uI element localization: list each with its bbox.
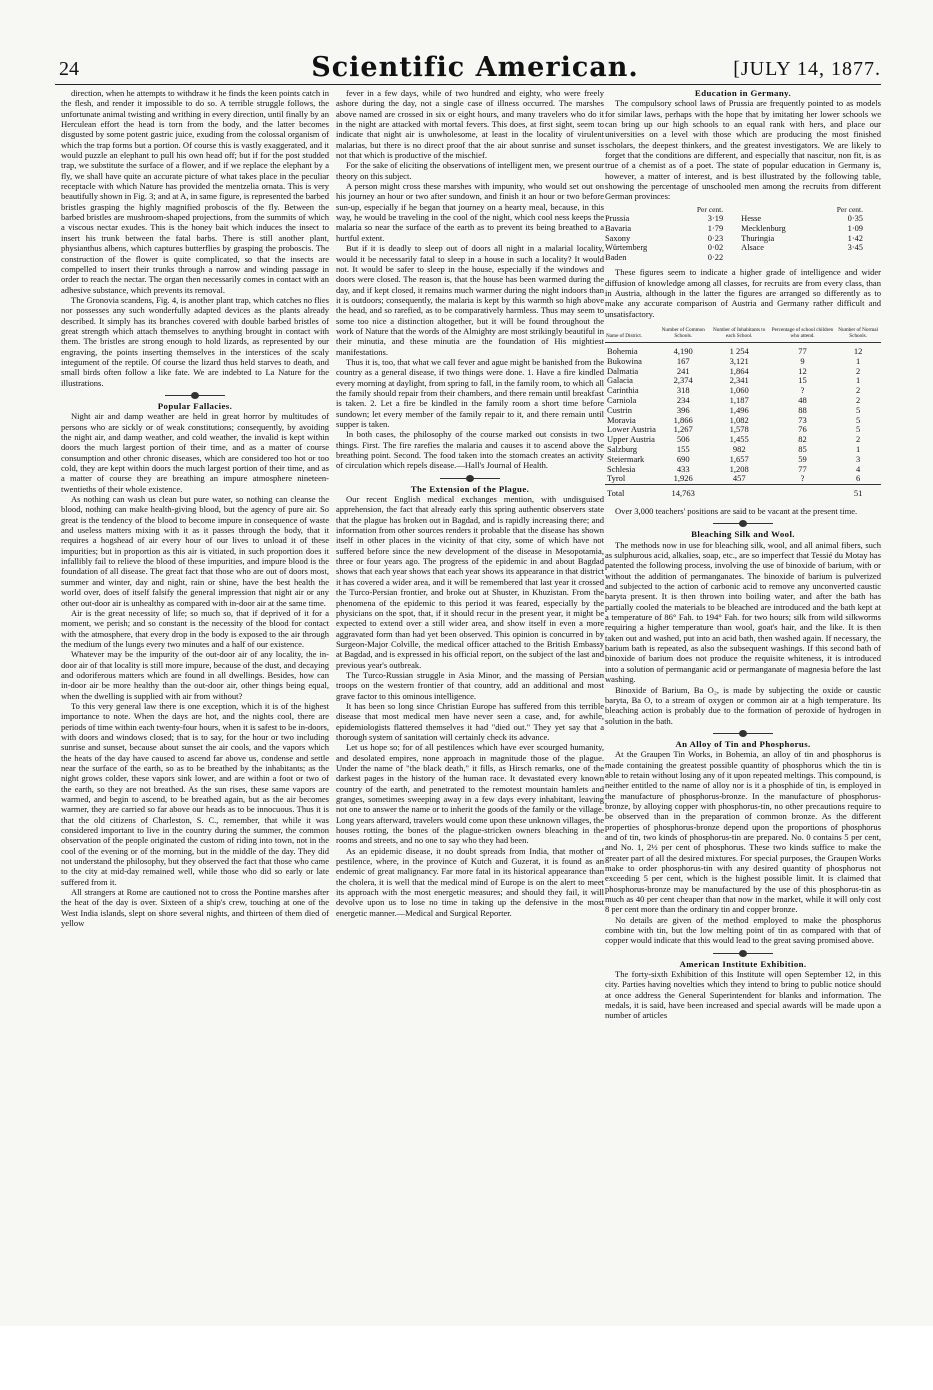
paragraph: fever in a few days, while of two hundred and eighty, who were freely ashore during the day, not a single case of illness occurred. The marshes above named are crossed in six or eight hours, and many travelers who do it in the night are attacked with mortal fevers. This does, at first sight, seem to indicate that night air is unwholesome, at least in the locality of virulent malarias, but there is no direct proof that the air about sunrise and sunset is not that which is productive of the mischief. — [336, 88, 604, 161]
table-total-row — [605, 485, 881, 502]
table-cell: 1,082 — [729, 414, 749, 425]
column-header: Percentage of school children who attend. — [770, 327, 835, 343]
province-value — [811, 253, 881, 263]
table-cell: 2 — [855, 365, 861, 376]
province-name: Hesse — [741, 214, 762, 224]
province-name: Thuringia — [741, 233, 775, 243]
district-name: Custrin — [607, 404, 633, 415]
table-cell: ? — [800, 473, 805, 484]
table-cell: 396 — [676, 404, 690, 415]
district-name: Bukowina — [607, 355, 642, 366]
column-1 — [61, 88, 329, 929]
page-header — [55, 54, 881, 85]
column-header: Name of District. — [605, 327, 658, 343]
table-row — [605, 474, 881, 484]
district-name: Galacia — [607, 375, 633, 386]
paragraph: It has been so long since Christian Europe has suffered from this terrible disease that most medical men have never seen a case, and, for awhile, epidemiologists flattered themselves it had "died out." They yet say that a thorough system of sanitation will certainly check its advance. — [336, 700, 604, 742]
paragraph: At the Graupen Tin Works, in Bohemia, an alloy of tin and phosphorus is made containing the greatest possible quantity of phosphorus which the tin is able to retain without losing any of it upon repeated meltings. This compound, is neither entitled to the name of alloy nor is it a phosphide of tin, is employed in the manufacture of phosphorus-bronze. In the manufacture of phosphorus-bronze, by alloying copper with phosphorus-tin, no other precautions require to be observed than in the preparation of common bronze. As the different properties of phosphorus-bronze depend upon the proportions of phosphorus and of tin, two kinds of phosphorus-tin are prepared. No. 0 contains 5 per cent, and No. 1, 2½ per cent of phosphorus. These two kinds suffice to make the greater part of all the desired mixtures. For special purposes, the Graupen Works make to order phosphorus-tin with any desired quantity of phosphorus not exceeding 5 per cent, which is the highest possible limit. It is claimed that phosphorus-bronze may be manufactured by the use of this phosphorus-tin as much as 40 per cent cheaper than that now in the market, while it will only cost 8 per cent more than the ordinary tin and copper bronze. — [605, 749, 881, 915]
column-3 — [605, 88, 881, 1021]
section-divider — [440, 475, 500, 482]
table-cell: 457 — [732, 473, 746, 484]
section-divider — [713, 950, 773, 957]
percent-header: Per cent. — [836, 204, 863, 214]
table-cell: ? — [800, 385, 805, 396]
table-cell: 88 — [798, 404, 807, 415]
paragraph: Binoxide of Barium, Ba O₂, is made by subjecting the oxide or caustic baryta, Ba O, to a stream of oxygen or common air at a high temperature. Its bleaching action is probably due to the formation of peroxide of hydrogen in solution in the bath. — [605, 684, 881, 726]
paragraph: Thus it is, too, that what we call fever and ague might be banished from the country as a general disease, if two things were done. 1. Have a fire kindled every morning at daylight, from spring to fall, in the family room, to which all the family should repair from their chambers, and there remain until breakfast is taken. 2. Let a fire be kindled in the family room a short time before sundown; let every member of the family repair to it, and there remain until supper is taken. — [336, 356, 604, 429]
province-name: Alsace — [741, 243, 764, 253]
table-cell: 1,864 — [729, 365, 749, 376]
table-cell: 2 — [855, 385, 861, 396]
district-name: Steiermark — [607, 453, 645, 464]
province-name: Würtemberg — [605, 243, 648, 253]
column-header: Number of Inhabitants to each School. — [709, 327, 770, 343]
province-value: 3·45 — [847, 243, 863, 253]
table-cell: 155 — [676, 444, 690, 455]
table-cell: 1,267 — [673, 424, 693, 435]
section-divider — [713, 520, 773, 527]
table-cell: 59 — [798, 453, 807, 464]
paragraph: The Gronovia scandens, Fig. 4, is another plant trap, which catches no flies nor possesses any such wonderfully adapted devices as the plants already described. It simply has its branches covered with double barbed bristles of great strength which attach themselves to anything brought in contact with them. The bristles are strong enough to hold lizards, as represented by our engraving, the points inserting themselves in the interstices of the scaly integument of the reptile. Of course the lizard thus held starves to death, and small birds often follow a like fate. We are indebted to La Nature for the illustrations. — [61, 294, 329, 388]
table-cell: 506 — [676, 434, 690, 445]
section-divider — [713, 730, 773, 737]
table-cell: 15 — [798, 375, 807, 386]
district-name: Bohemia — [607, 346, 638, 357]
table-cell: 2,374 — [673, 375, 693, 386]
table-cell: 690 — [676, 453, 690, 464]
table-cell: 5 — [855, 424, 861, 435]
table-cell: 3 — [855, 453, 861, 464]
table-cell: 82 — [798, 434, 807, 445]
table-cell: 234 — [676, 395, 690, 406]
table-cell: 1,578 — [729, 424, 749, 435]
paragraph: Let us hope so; for of all pestilences which have ever scourged humanity, and desolated empires, none approach in magnitude those of the plague. Under the name of "the black death," it fills, as Hirsch remarks, one of the darkest pages in the history of the human race. It devastated every known country of the earth, and penetrated to the remotest mountain hamlets and granges, sometimes sweeping away in a few days every inhabitant, leaving not one to answer the name or to inherit the goods of the family or the village. Long years afterward, travelers would come upon these unknown villages, the houses rotting, the bones of the plague-stricken owners bleaching in the rooms and streets, and no one to say who they had been. — [336, 742, 604, 846]
paragraph: A person might cross these marshes with impunity, who would set out on his journey an hour or two after sundown, and finish it an hour or two before sun-up, especially if he began that journey on a hearty meal, because, in this way, he would be traveling in the cool of the night, which cool ness keeps the malaria so near the surface of the earth as to prevent its being breathed to a hurtful extent. — [336, 181, 604, 243]
province-value: 0·22 — [707, 252, 724, 262]
austria-schools-table — [605, 327, 881, 502]
paragraph: direction, when he attempts to withdraw it he finds the keen points catch in the flesh, and render it impossible to do so. A terrible struggle follows, the unfortunate animal twisting and writhing in every direction, until finally by an Herculean effort the head is torn from the body, and the latter becomes disgusted by some potent gastric juice, exuding from the colossal organism of which the trap forms but a portion. Of course this is vastly exaggerated, and it would puzzle an elephant to pull his own head off; but if for the post studded trap, we substitute the surface of a flower, and if we replace the elephant by a fly, we shall have quite an accurate picture of what takes place in the peculiar receptacle with which Nature has provided the mentzelia ornata. This is very beautifully shown in Fig. 3; and at A, in same figure, is represented the barbed bristles grasping the highly magnified proboscis of the fly. Between the barbed bristles are mushroom-shaped projections, from the summits of which a viscous nectar exudes. This is the honey bait which induces the insect to insert his trunk between the fatal barbs. There is still another plant, physianthus albens, which captures butterflies by grasping the proboscis. The construction of the flower is quite complicated, so that the insects are compelled to insert their trunks through a narrow and winding passage in order to reach the nectar. The organ then necessarily comes in contact with an adhesive substance, which prevents its removal. — [61, 88, 329, 295]
provinces-table — [605, 205, 881, 263]
paragraph: To this very general law there is one exception, which it is of the highest importance to note. When the days are hot, and the nights cool, there are periods of time within each twenty-four hours, when it is safest to be in-doors, with doors and windows closed; that is to say, for the hour or two including sunrise and sunset, because about sunset the air cools, and the vapors which the heats of the day have caused to ascend far above us, condense and settle near the surface of the earth, so as to be breathed by the inhabitants; as the night grows colder, these vapors sink lower, and are within a foot or two of the earth, so they are not breathed. As the sun rises, these same vapors are warmed, and begin to ascend, to be breathed again, but as the air becomes warmer, they are carried so far above our heads as to be innocuous. Thus it is that the old citizens of Charleston, S. C., remember, that while it was considered important to live in the country during the summer, the common observation of the people originated the custom of riding into town, not in the cool of the evening or of the morning, but in the middle of the day. They did not understand the philosophy, but they observed the fact that those who came to the city at mid-day remained well, while those who did so early or late suffered from it. — [61, 700, 329, 887]
table-cell: 318 — [676, 385, 690, 396]
province-value: 1·79 — [707, 223, 724, 233]
table-row — [605, 253, 881, 263]
table-cell: 1 254 — [729, 346, 749, 357]
paragraph: Whatever may be the impurity of the out-door air of any locality, the in-door air of that locality is still more impure, because of the dust, and decaying and odoriferous matters which are found in all dwellings. Besides, how can in-door air be more healthy than the out-door air, other things being equal, when the dwelling is supplied with air from without? — [61, 649, 329, 701]
province-value: 1·42 — [847, 233, 863, 243]
table-cell: 1,496 — [729, 404, 749, 415]
table-row — [605, 214, 881, 224]
province-name: Mecklenburg — [741, 223, 786, 233]
paragraph: The Turco-Russian struggle in Asia Minor, and the massing of Persian troops on the western frontier of that country, add an additional and most grave factor to this ominous intelligence. — [336, 669, 604, 701]
paragraph: Over 3,000 teachers' positions are said to be vacant at the present time. — [615, 506, 858, 517]
district-name: Schlesia — [607, 463, 636, 474]
paragraph: The compulsory school laws of Prussia are frequently pointed to as models for similar laws, perhaps with the hope that by imitating her lower schools we can bring up our high schools to an equal rank with hers, and place our universities on a level with those which are producing the most finished scholars, the deepest thinkers, and the greatest investigators. We are likely to forget that the conditions are different, and especially that nascitur, non fit, is as true of a chemist as of a poet. The state of popular education in Germany is, however, a matter of interest, and is best illustrated by the following table, showing the percentage of unschooled men among the recruits from different German provinces: — [605, 98, 881, 202]
table-cell: 167 — [676, 355, 690, 366]
masthead: Scientific American. — [311, 52, 639, 83]
table-cell: 1 — [855, 444, 861, 455]
paragraph: As an epidemic disease, it no doubt spreads from India, that mother of pestilence, where, in the province of Kutch and Guzerat, it is found as an endemic of great malignancy. Far more fatal in its historical appearance than the cholera, it is well that the medical mind of Europe is on the alert to meet its approach with the most energetic measures; and should they fail, it will devolve upon us to lose no time in taking up the defensive in the most energetic manner.—Medical and Surgical Reporter. — [336, 845, 604, 918]
total-label: Total — [605, 485, 658, 502]
table-cell: 2,341 — [729, 375, 749, 386]
table-row — [605, 243, 881, 253]
paragraph: All strangers at Rome are cautioned not to cross the Pontine marshes after the heat of the day is over. Sixteen of a ship's crew, touching at one of the West India islands, slept on shore several nights, and thirteen of them died of yellow — [61, 887, 329, 929]
province-name: Bavaria — [605, 223, 632, 233]
table-cell: 9 — [800, 355, 805, 366]
paragraph: These figures seem to indicate a higher grade of intelligence and wider diffusion of knowledge among all classes, for recruits are from every class, than in Austria, although in the latter the figures are arranged so differently as to make any accurate comparison of Austria and Germany rather difficult and unsatisfactory. — [605, 267, 881, 319]
province-name — [741, 253, 811, 263]
province-name: Prussia — [605, 214, 630, 224]
province-name: Baden — [605, 252, 627, 262]
paragraph: For the sake of eliciting the observations of intelligent men, we present our theory on this subject. — [336, 160, 604, 181]
province-value: 3·19 — [707, 214, 724, 224]
table-cell: 2 — [855, 395, 861, 406]
table-cell: 1,926 — [673, 473, 693, 484]
column-header: Number of Common Schools. — [658, 327, 709, 343]
table-row — [605, 224, 881, 234]
table-row — [605, 343, 881, 357]
table-cell: 433 — [676, 463, 690, 474]
table-cell: 1 — [855, 355, 861, 366]
paragraph: Our recent English medical exchanges mention, with undisguised apprehension, the fact that already early this spring authentic observers state that the plague has broken out in Bagdad, and is rapidly increasing there; and information from other sources renders it probable that the disease has shown itself in other places in the vicinity of that city, some of which have not suffered before since the new development of the disease in Mesopotamia, three or four years ago. The progress of the epidemic in and about Bagdad shows that each year shows that each year shows its appearance in that district it has covered a wider area, and it will be remembered that last year it crossed the Turco-Persian frontier, and broke out at Shuster, in Khuzistan. From the phenomena of the epidemic to this period it was feared, especially by the physicians on the spot, that, if it should recur in the present year, it might be expected to extend over a still wider area, and show itself in even a more aggravated form than had yet been observed. This opinion is concurred in by Surgeon-Major Colville, the medical officer attached to the British Embassy at Bagdad, and is expressed in his official report, on the subject of the last and previous year's outbreak. — [336, 494, 604, 670]
table-cell: 5 — [855, 404, 861, 415]
table-cell: 1,455 — [729, 434, 749, 445]
heading-bleaching: Bleaching Silk and Wool. — [691, 529, 795, 540]
table-cell: 5 — [855, 414, 861, 425]
total-normal: 51 — [835, 485, 881, 502]
table-cell: 2 — [855, 434, 861, 445]
paragraph: Night air and damp weather are held in great horror by multitudes of persons who are sickly or of weak constitutions; consequently, by avoiding the night air, and damp weather, and cold weather, the invalid is kept within doors the much largest portion of their time, and as a matter of course consumption and other chronic diseases, which are considered too hot or too cold, they are kept within doors the much largest portion of their time, and as a matter of course they are breathing an impure atmosphere nineteen-twentieths of their whole existence. — [61, 411, 329, 494]
table-cell: 3,121 — [729, 355, 749, 366]
paragraph: The methods now in use for bleaching silk, wool, and all animal fibers, such as sulphurous acid, alkalies, soap, etc., are so imperfect that Tessié du Motay has patented the following process, involving the use of binoxide of barium, with or without the addition of permanganates. The binoxide of barium is pulverized and subjected to the action of carbonic acid to remove any unconverted caustic baryta present. It is then thrown into boiling water, and after the bath has partially cooled the materials to be bleached are introduced and the bath kept at a temperature of 86° Fah. to 194° Fah. for two hours; silk from wild silkworms requiring a higher temperature than wool, goat's hair, and the like. It is then taken out and washed, put into an acid bath, then washed again. If necessary, the barium bath is repeated, as also the subsequent washings. If this second bath of binoxide of barium does not produce the requisite whiteness, it is introduced into a solution of permanganic acid or permanganate of magnesia before the last washing. — [605, 539, 881, 685]
heading-popular-fallacies: Popular Fallacies. — [157, 400, 233, 411]
column-2 — [336, 88, 604, 918]
table-cell: 77 — [798, 463, 807, 474]
table-cell: 1,657 — [729, 453, 749, 464]
district-name: Carniola — [607, 395, 637, 406]
heading-exhibition: American Institute Exhibition. — [679, 958, 807, 969]
percent-header: Per cent. — [696, 204, 724, 214]
table-row — [605, 234, 881, 244]
heading-education-germany: Education in Germany. — [694, 88, 792, 98]
table-cell: 6 — [855, 473, 861, 484]
district-name: Lower Austria — [607, 424, 656, 435]
table-cell: 982 — [732, 444, 746, 455]
table-cell: 76 — [798, 424, 807, 435]
district-name: Moravia — [607, 414, 636, 425]
paragraph: The forty-sixth Exhibition of this Institute will open September 12, in this city. Parties having novelties which they intend to bring to public notice should at once address the General Superintendent for blanks and information. The medals, it is said, have been increased and special awards will be made upon a number of articles — [605, 969, 881, 1021]
table-cell: 1,208 — [729, 463, 749, 474]
province-value: 0·23 — [707, 233, 724, 243]
province-value: 0·02 — [707, 243, 724, 253]
table-cell: 1 — [855, 375, 861, 386]
province-value: 1·09 — [847, 223, 863, 233]
table-cell: 77 — [798, 346, 807, 357]
district-name: Carinthia — [607, 385, 639, 396]
table-cell: 12 — [853, 346, 863, 357]
table-cell: 1,060 — [729, 385, 749, 396]
district-name: Tyrol — [607, 473, 626, 484]
issue-date: [JULY 14, 1877. — [733, 58, 881, 80]
district-name: Salzburg — [607, 444, 638, 455]
table-cell: 73 — [798, 414, 807, 425]
page-number: 24 — [59, 58, 79, 80]
paragraph: No details are given of the method employed to make the phosphorus combine with tin, but the low melting point of tin as compared with that of copper would indicate that this would lead to the great saving promised above. — [605, 914, 881, 946]
table-cell: 1,866 — [673, 414, 693, 425]
table-cell: 48 — [798, 395, 807, 406]
section-divider — [165, 392, 225, 399]
table-cell: 4 — [855, 463, 861, 474]
district-name: Dalmatia — [607, 365, 639, 376]
table-cell: 85 — [798, 444, 807, 455]
heading-plague: The Extension of the Plague. — [410, 483, 530, 494]
paragraph: But if it is deadly to sleep out of doors all night in a malarial locality, would it be necessarily fatal to sleep in a house in such a locality? It would not. It would be safer to sleep in the house, especially if the windows and doors were closed. The reason is, that the house has been warmed during the day, and if kept closed, it remains much warmer during the night indoors than it is outdoors; consequently, the malaria is kept by this warmth so high above the head, and so rarefied, as to be comparatively harmless. Thus may seem to some too nice a distinction altogether, but it will be found throughout the work of Nature that the words of the Almighty are most strikingly beautiful in their minutia, and these minutia are the foundation of His mightiest manifestations. — [336, 243, 604, 357]
column-header: Number of Normal Schools. — [835, 327, 881, 343]
total-schools: 14,763 — [658, 485, 709, 502]
paragraph: As nothing can wash us clean but pure water, so nothing can cleanse the blood, nothing can make health-giving blood, but the agency of pure air. So great is the tendency of the blood to become impure in consequence of waste and useless matters mixing with it as it passes through the body, that it requires a hogshead of air every hour of our lives to unload it of these impurities; but in proportion as this air is vitiated, in such proportion does it infallibly fail to relieve the blood of these impurities, and impure blood is the foundation of all disease. The great fact that those who are out of doors most, summer and winter, day and night, rain or shine, have the best health the world over, does of itself falsify the general impression that night air or any other out-door air is unhealthy as compared with in-door air at the same time. — [61, 494, 329, 608]
paragraph: In both cases, the philosophy of the course marked out consists in two things. First. The fire rarefies the malaria and causes it to ascend above the breathing point. Second. The food taken into the stomach creates an activity of circulation which repels disease.—Hall's Journal of Health. — [336, 429, 604, 471]
heading-alloy: An Alloy of Tin and Phosphorus. — [675, 738, 811, 749]
district-name: Upper Austria — [607, 434, 655, 445]
paragraph: Air is the great necessity of life; so much so, that if deprived of it for a moment, we perish; and so constant is the necessity of the blood for contact with the atmosphere, that every drop in the body is exposed to the air through the medium of the lungs every two minutes and a half of our existence. — [61, 607, 329, 649]
table-cell: 4,190 — [673, 346, 693, 357]
province-name: Saxony — [605, 233, 631, 243]
table-cell: 1,187 — [729, 395, 749, 406]
province-value: 0·35 — [847, 214, 863, 224]
table-cell: 241 — [676, 365, 690, 376]
table-cell: 12 — [798, 365, 807, 376]
